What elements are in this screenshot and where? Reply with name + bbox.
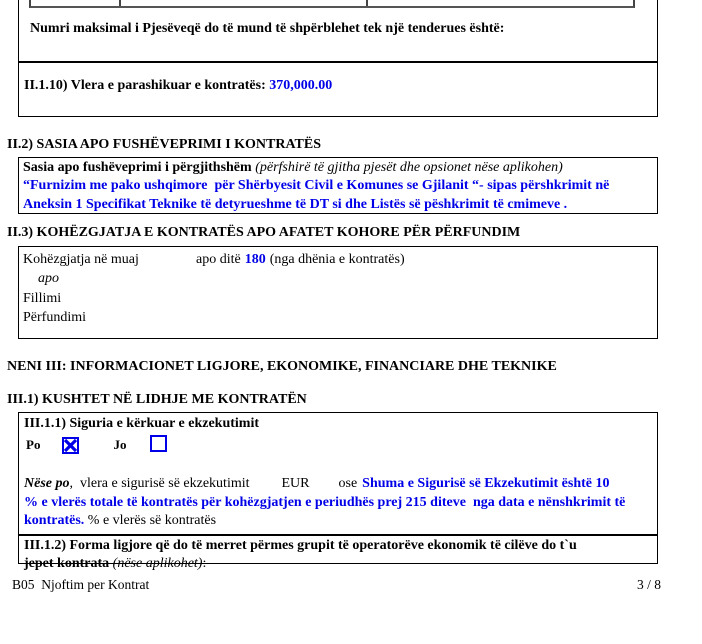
duration-start-label: Fillimi xyxy=(23,290,62,306)
duration-box xyxy=(18,246,658,339)
duration-days-note: (nga dhënia e kontratës) xyxy=(269,252,405,267)
section-iii1-heading: III.1) KUSHTET NË LIDHJE ME KONTRATËN xyxy=(7,392,307,407)
legal-form-title-line2 xyxy=(24,555,652,573)
footer-document-code: B05 Njoftim per Kontrat xyxy=(12,577,150,592)
scope-intro-bold: Sasia apo fushëveprimi i përgjithshëm xyxy=(23,160,256,175)
estimated-value-label: II.1.10) Vlera e parashikuar e kontratës: xyxy=(24,78,270,93)
duration-line xyxy=(23,250,653,269)
security-amount-line1: Shuma e Sigurisë së Ekzekutimit është 10 xyxy=(362,476,610,491)
no-checkbox-empty[interactable] xyxy=(150,435,167,452)
duration-end-label: Përfundimi xyxy=(23,309,86,325)
legal-form-section xyxy=(19,534,657,573)
footer-page-number: 3 / 8 xyxy=(637,577,662,592)
scope-description-line2: Aneksin 1 Specifikat Teknike të detyrueshme të DT si dhe Listës së pëshkrimit të cmimeve . xyxy=(23,196,568,212)
section-ii3-heading: II.3) KOHËZGJATJA E KONTRATËS APO AFATET KOHORE PËR PËRFUNDIM xyxy=(7,225,521,240)
duration-months-label: Kohëzgjatja në muaj xyxy=(23,252,139,267)
security-condition-line1 xyxy=(24,475,652,494)
contract-conditions-box xyxy=(18,412,658,571)
or-word: ose xyxy=(338,476,358,491)
scope-intro-italic: (përfshirë të gjitha pjesët dhe opsionet nëse aplikohen) xyxy=(255,160,563,175)
max-parts-box xyxy=(18,0,658,62)
security-amount-tail: % e vlerës së kontratës xyxy=(84,513,217,528)
estimated-value-amount: 370,000.00 xyxy=(269,78,333,93)
checkbox-x-icon xyxy=(64,439,77,452)
yes-checkbox-checked[interactable] xyxy=(62,437,79,454)
security-amount-line3 xyxy=(24,512,652,531)
scope-description-line1: “Furnizim me pako ushqimore për Shërbyesit Civil e Komunes se Gjilanit “- sipas përshkrimit në xyxy=(23,178,610,194)
if-yes-rest: , vlera e sigurisë së ekzekutimit xyxy=(69,476,250,491)
truncated-table-row xyxy=(29,0,635,8)
yes-no-row xyxy=(24,435,652,455)
no-label: Jo xyxy=(113,437,127,452)
table-column-divider xyxy=(119,0,121,6)
security-condition-paragraph xyxy=(24,475,652,531)
section-ii2-heading: II.2) SASIA APO FUSHËVEPRIMI I KONTRATËS xyxy=(7,137,322,152)
yes-label: Po xyxy=(26,437,41,452)
duration-days-label: apo ditë xyxy=(196,252,241,267)
table-column-divider xyxy=(366,0,368,6)
if-yes-label: Nëse po xyxy=(24,476,70,491)
legal-form-title-line2-bold: jepet kontrata xyxy=(24,555,113,571)
scope-intro-line xyxy=(23,159,653,177)
scope-box xyxy=(18,157,658,214)
legal-form-title-line2-tail: : xyxy=(202,555,207,571)
security-section xyxy=(19,413,657,531)
max-parts-text: Numri maksimal i Pjesëveqë do të mund të shpërblehet tek një tenderues është: xyxy=(30,21,505,36)
security-title: III.1.1) Siguria e kërkuar e ekzekutimit xyxy=(24,416,260,431)
legal-form-title-line1: III.1.2) Forma ligjore që do të merret përmes grupit të operatorëve ekonomik të cilëve do t`u xyxy=(24,537,577,553)
security-amount-line2: % e vlerës totale të kontratës për kohëzgjatjen e periudhës prej 215 diteve nga data e nënshkrimit të xyxy=(24,494,626,510)
currency-label: EUR xyxy=(281,476,310,491)
estimated-value-box xyxy=(18,62,658,117)
section-iii-heading: NENI III: INFORMACIONET LIGJORE, EKONOMIKE, FINANCIARE DHE TEKNIKE xyxy=(7,359,557,374)
duration-days-value: 180 xyxy=(244,252,266,267)
security-amount-line3-blue: kontratës. xyxy=(24,513,85,528)
legal-form-title-line2-italic: (nëse aplikohet) xyxy=(112,555,203,571)
duration-or-label: apo xyxy=(38,271,59,287)
